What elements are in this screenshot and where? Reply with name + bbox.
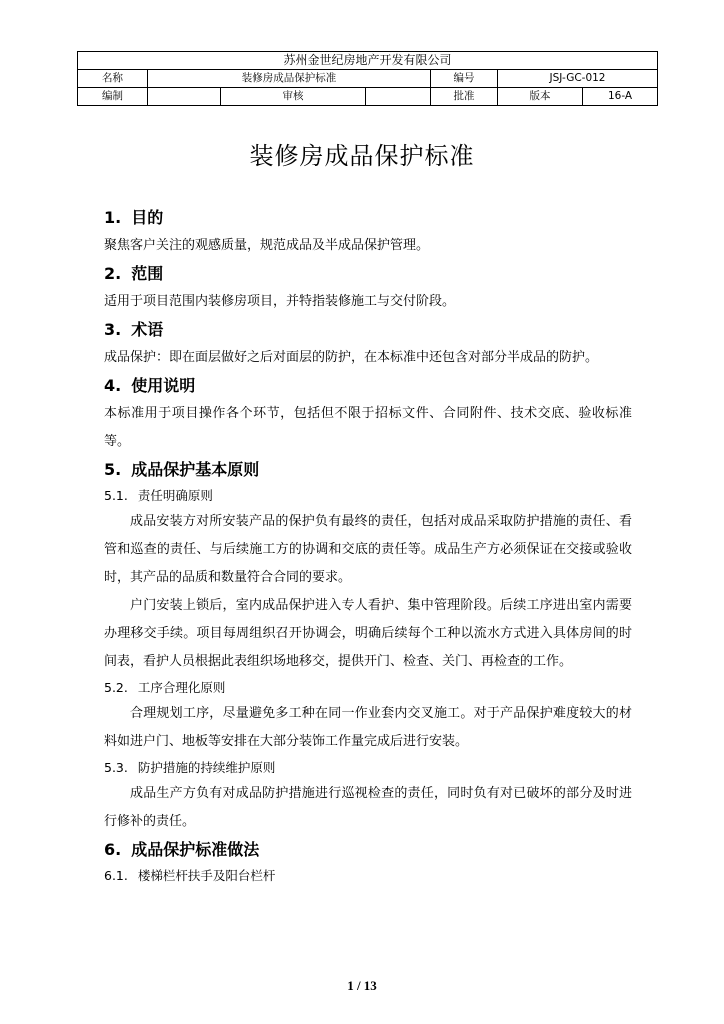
version-label: 版本 [498, 88, 583, 106]
document-body [104, 204, 632, 888]
section-4-text: 本标准用于项目操作各个环节，包括但不限于招标文件、合同附件、技术交底、验收标准等。 [104, 406, 632, 449]
prepared-label: 编制 [78, 88, 148, 106]
subsection-5-1-paragraph-2: 户门安装上锁后，室内成品保护进入专人看护、集中管理阶段。后续工序进出室内需要办理移交手续。项目每周组织召开协调会，明确后续每个工种以流水方式进入具体房间的时间表，看护人员根据此表组织场地移交，提供开门、检查、关门、再检查的工作。 [104, 598, 632, 669]
subsection-title: 楼梯栏杆扶手及阳台栏杆 [137, 868, 276, 883]
section-5-heading [104, 456, 632, 484]
number-value: JSJ-GC-012 [498, 70, 658, 88]
section-1-text: 聚焦客户关注的观感质量，规范成品及半成品保护管理。 [104, 238, 430, 253]
document-title: 装修房成品保护标准 [249, 142, 475, 170]
name-value: 装修房成品保护标准 [148, 70, 431, 88]
section-title: 使用说明 [131, 376, 196, 395]
prepared-value [148, 88, 221, 106]
version-value: 16-A [583, 88, 658, 106]
header-row-signoff [78, 88, 658, 106]
section-title: 术语 [131, 320, 164, 339]
subsection-5-3-paragraph-1: 成品生产方负有对成品防护措施进行巡视检查的责任，同时负有对已破坏的部分及时进行修补的责任。 [104, 786, 632, 829]
section-number: 3. [104, 320, 122, 339]
subsection-number: 5.1. [104, 488, 128, 503]
subsection-5-1-heading [104, 484, 632, 508]
section-title: 成品保护标准做法 [131, 840, 260, 859]
subsection-title: 责任明确原则 [137, 488, 213, 503]
subsection-title: 防护措施的持续维护原则 [137, 760, 276, 775]
section-number: 1. [104, 208, 122, 227]
company-name: 苏州金世纪房地产开发有限公司 [78, 52, 658, 70]
section-1-heading [104, 204, 632, 232]
subsection-5-2-paragraph-1: 合理规划工序，尽量避免多工种在同一作业套内交叉施工。对于产品保护难度较大的材料如进户门、地板等安排在大部分装饰工作量完成后进行安装。 [104, 706, 632, 749]
subsection-number: 5.3. [104, 760, 128, 775]
approve-label: 批准 [431, 88, 498, 106]
section-title: 成品保护基本原则 [131, 460, 260, 479]
section-2-text: 适用于项目范围内装修房项目，并特指装修施工与交付阶段。 [104, 294, 456, 309]
header-row-company [78, 52, 658, 70]
subsection-6-1-heading [104, 864, 632, 888]
section-4-heading [104, 372, 632, 400]
section-3-text: 成品保护：即在面层做好之后对面层的防护，在本标准中还包含对部分半成品的防护。 [104, 350, 599, 365]
section-title: 范围 [131, 264, 164, 283]
document-header-table [77, 51, 658, 106]
review-label: 审核 [221, 88, 366, 106]
review-value [366, 88, 431, 106]
subsection-5-3-heading [104, 756, 632, 780]
name-label: 名称 [78, 70, 148, 88]
section-number: 4. [104, 376, 122, 395]
page-number: 1 / 13 [347, 978, 377, 993]
subsection-title: 工序合理化原则 [137, 680, 226, 695]
subsection-number: 5.2. [104, 680, 128, 695]
subsection-5-1-paragraph-1: 成品安装方对所安装产品的保护负有最终的责任，包括对成品采取防护措施的责任、看管和巡查的责任、与后续施工方的协调和交底的责任等。成品生产方必须保证在交接或验收时，其产品的品质和数量符合合同的要求。 [104, 514, 632, 585]
subsection-5-2-heading [104, 676, 632, 700]
section-number: 2. [104, 264, 122, 283]
section-title: 目的 [131, 208, 164, 227]
number-label: 编号 [431, 70, 498, 88]
section-number: 5. [104, 460, 122, 479]
section-2-heading [104, 260, 632, 288]
section-number: 6. [104, 840, 122, 859]
header-row-name [78, 70, 658, 88]
subsection-number: 6.1. [104, 868, 128, 883]
section-3-heading [104, 316, 632, 344]
section-6-heading [104, 836, 632, 864]
